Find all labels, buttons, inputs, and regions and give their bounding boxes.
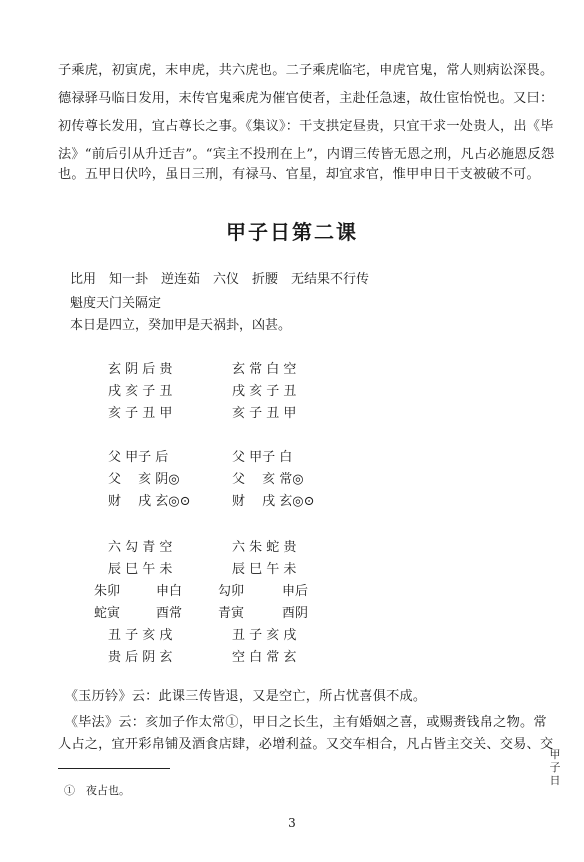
plate-cell: 申白 bbox=[156, 584, 183, 599]
plate-cell: 蛇寅 bbox=[94, 606, 121, 621]
intro-line: 比用 知一卦 逆连茹 六仪 折腰 无结果不行传 bbox=[70, 272, 370, 287]
side-char: 日 bbox=[549, 774, 561, 787]
right-chart-row: 亥 子 丑 甲 bbox=[232, 406, 297, 421]
section-title: 甲子日第二课 bbox=[226, 220, 358, 244]
right-plate-row: 丑 子 亥 戌 bbox=[232, 628, 297, 643]
paragraph-line: 德禄驿马临日发用，末传官鬼乘虎为催官使者，主赴任急速，故仕宦怡悦也。又曰： bbox=[58, 91, 554, 106]
footnote: ① 夜占也。 bbox=[64, 784, 130, 797]
right-chart-row: 玄 常 白 空 bbox=[232, 362, 297, 377]
plate-cell: 勾卯 bbox=[218, 584, 245, 599]
left-plate-row: 贵 后 阴 玄 bbox=[108, 650, 173, 665]
right-plate-row: 六 朱 蛇 贵 bbox=[232, 540, 297, 555]
left-chart-row: 亥 子 丑 甲 bbox=[108, 406, 173, 421]
right-transmission-row: 父 亥 常◎ bbox=[232, 472, 304, 487]
left-plate-row: 丑 子 亥 戌 bbox=[108, 628, 173, 643]
left-transmission-row: 父 甲子 后 bbox=[108, 450, 169, 465]
plate-cell: 申后 bbox=[282, 584, 309, 599]
side-char: 子 bbox=[549, 761, 561, 774]
paragraph-line: 初传尊长发用，宜占尊长之事。《集议》：干支拱定昼贵，只宜干求一处贵人，出《毕 bbox=[58, 119, 554, 134]
side-running-head bbox=[548, 748, 562, 787]
right-plate-row: 空 白 常 玄 bbox=[232, 650, 297, 665]
plate-cell: 青寅 bbox=[218, 606, 245, 621]
left-transmission-row: 父 亥 阴◎ bbox=[108, 472, 180, 487]
page-number: 3 bbox=[288, 816, 296, 830]
paragraph-line: 也。五甲日伏吟，虽日三刑，有禄马、官星，却宜求官，惟甲申日干支被破不可。 bbox=[58, 167, 540, 182]
left-chart-row: 戌 亥 子 丑 bbox=[108, 384, 173, 399]
right-transmission-row: 财 戌 玄◎⊙ bbox=[232, 494, 315, 509]
left-plate-row: 辰 巳 午 未 bbox=[108, 562, 173, 577]
plate-cell: 酉阴 bbox=[282, 606, 309, 621]
footnote-rule bbox=[58, 768, 170, 769]
paragraph-line: 法》“前后引从升迁吉”。“宾主不投刑在上”，内谓三传皆无恩之刑，凡占必施恩反怨 bbox=[58, 147, 555, 162]
plate-cell: 朱卯 bbox=[94, 584, 121, 599]
intro-line: 魁度天门关隔定 bbox=[70, 296, 162, 311]
left-chart-row: 玄 阴 后 贵 bbox=[108, 362, 173, 377]
paragraph-line: 《玉历钤》云：此课三传皆退，又是空亡，所占忧喜俱不成。 bbox=[58, 689, 427, 704]
right-chart-row: 戌 亥 子 丑 bbox=[232, 384, 297, 399]
right-plate-row: 辰 巳 午 未 bbox=[232, 562, 297, 577]
right-transmission-row: 父 甲子 白 bbox=[232, 450, 293, 465]
left-plate-row: 六 勾 青 空 bbox=[108, 540, 173, 555]
left-transmission-row: 财 戌 玄◎⊙ bbox=[108, 494, 191, 509]
side-char: 甲 bbox=[549, 748, 561, 761]
paragraph-line: 子乘虎，初寅虎，末申虎，共六虎也。二子乘虎临宅，申虎官鬼，常人则病讼深畏。 bbox=[58, 63, 554, 78]
plate-cell: 酉常 bbox=[156, 606, 183, 621]
intro-line: 本日是四立，癸加甲是天祸卦，凶甚。 bbox=[70, 318, 292, 333]
paragraph-line: 人占之，宜开彩帛铺及酒食店肆，必增利益。又交车相合，凡占皆主交关、交易、交 bbox=[58, 737, 554, 752]
paragraph-line: 《毕法》云：亥加子作太常①，甲日之长生，主有婚姻之喜，或赐赉钱帛之物。常 bbox=[58, 715, 547, 730]
